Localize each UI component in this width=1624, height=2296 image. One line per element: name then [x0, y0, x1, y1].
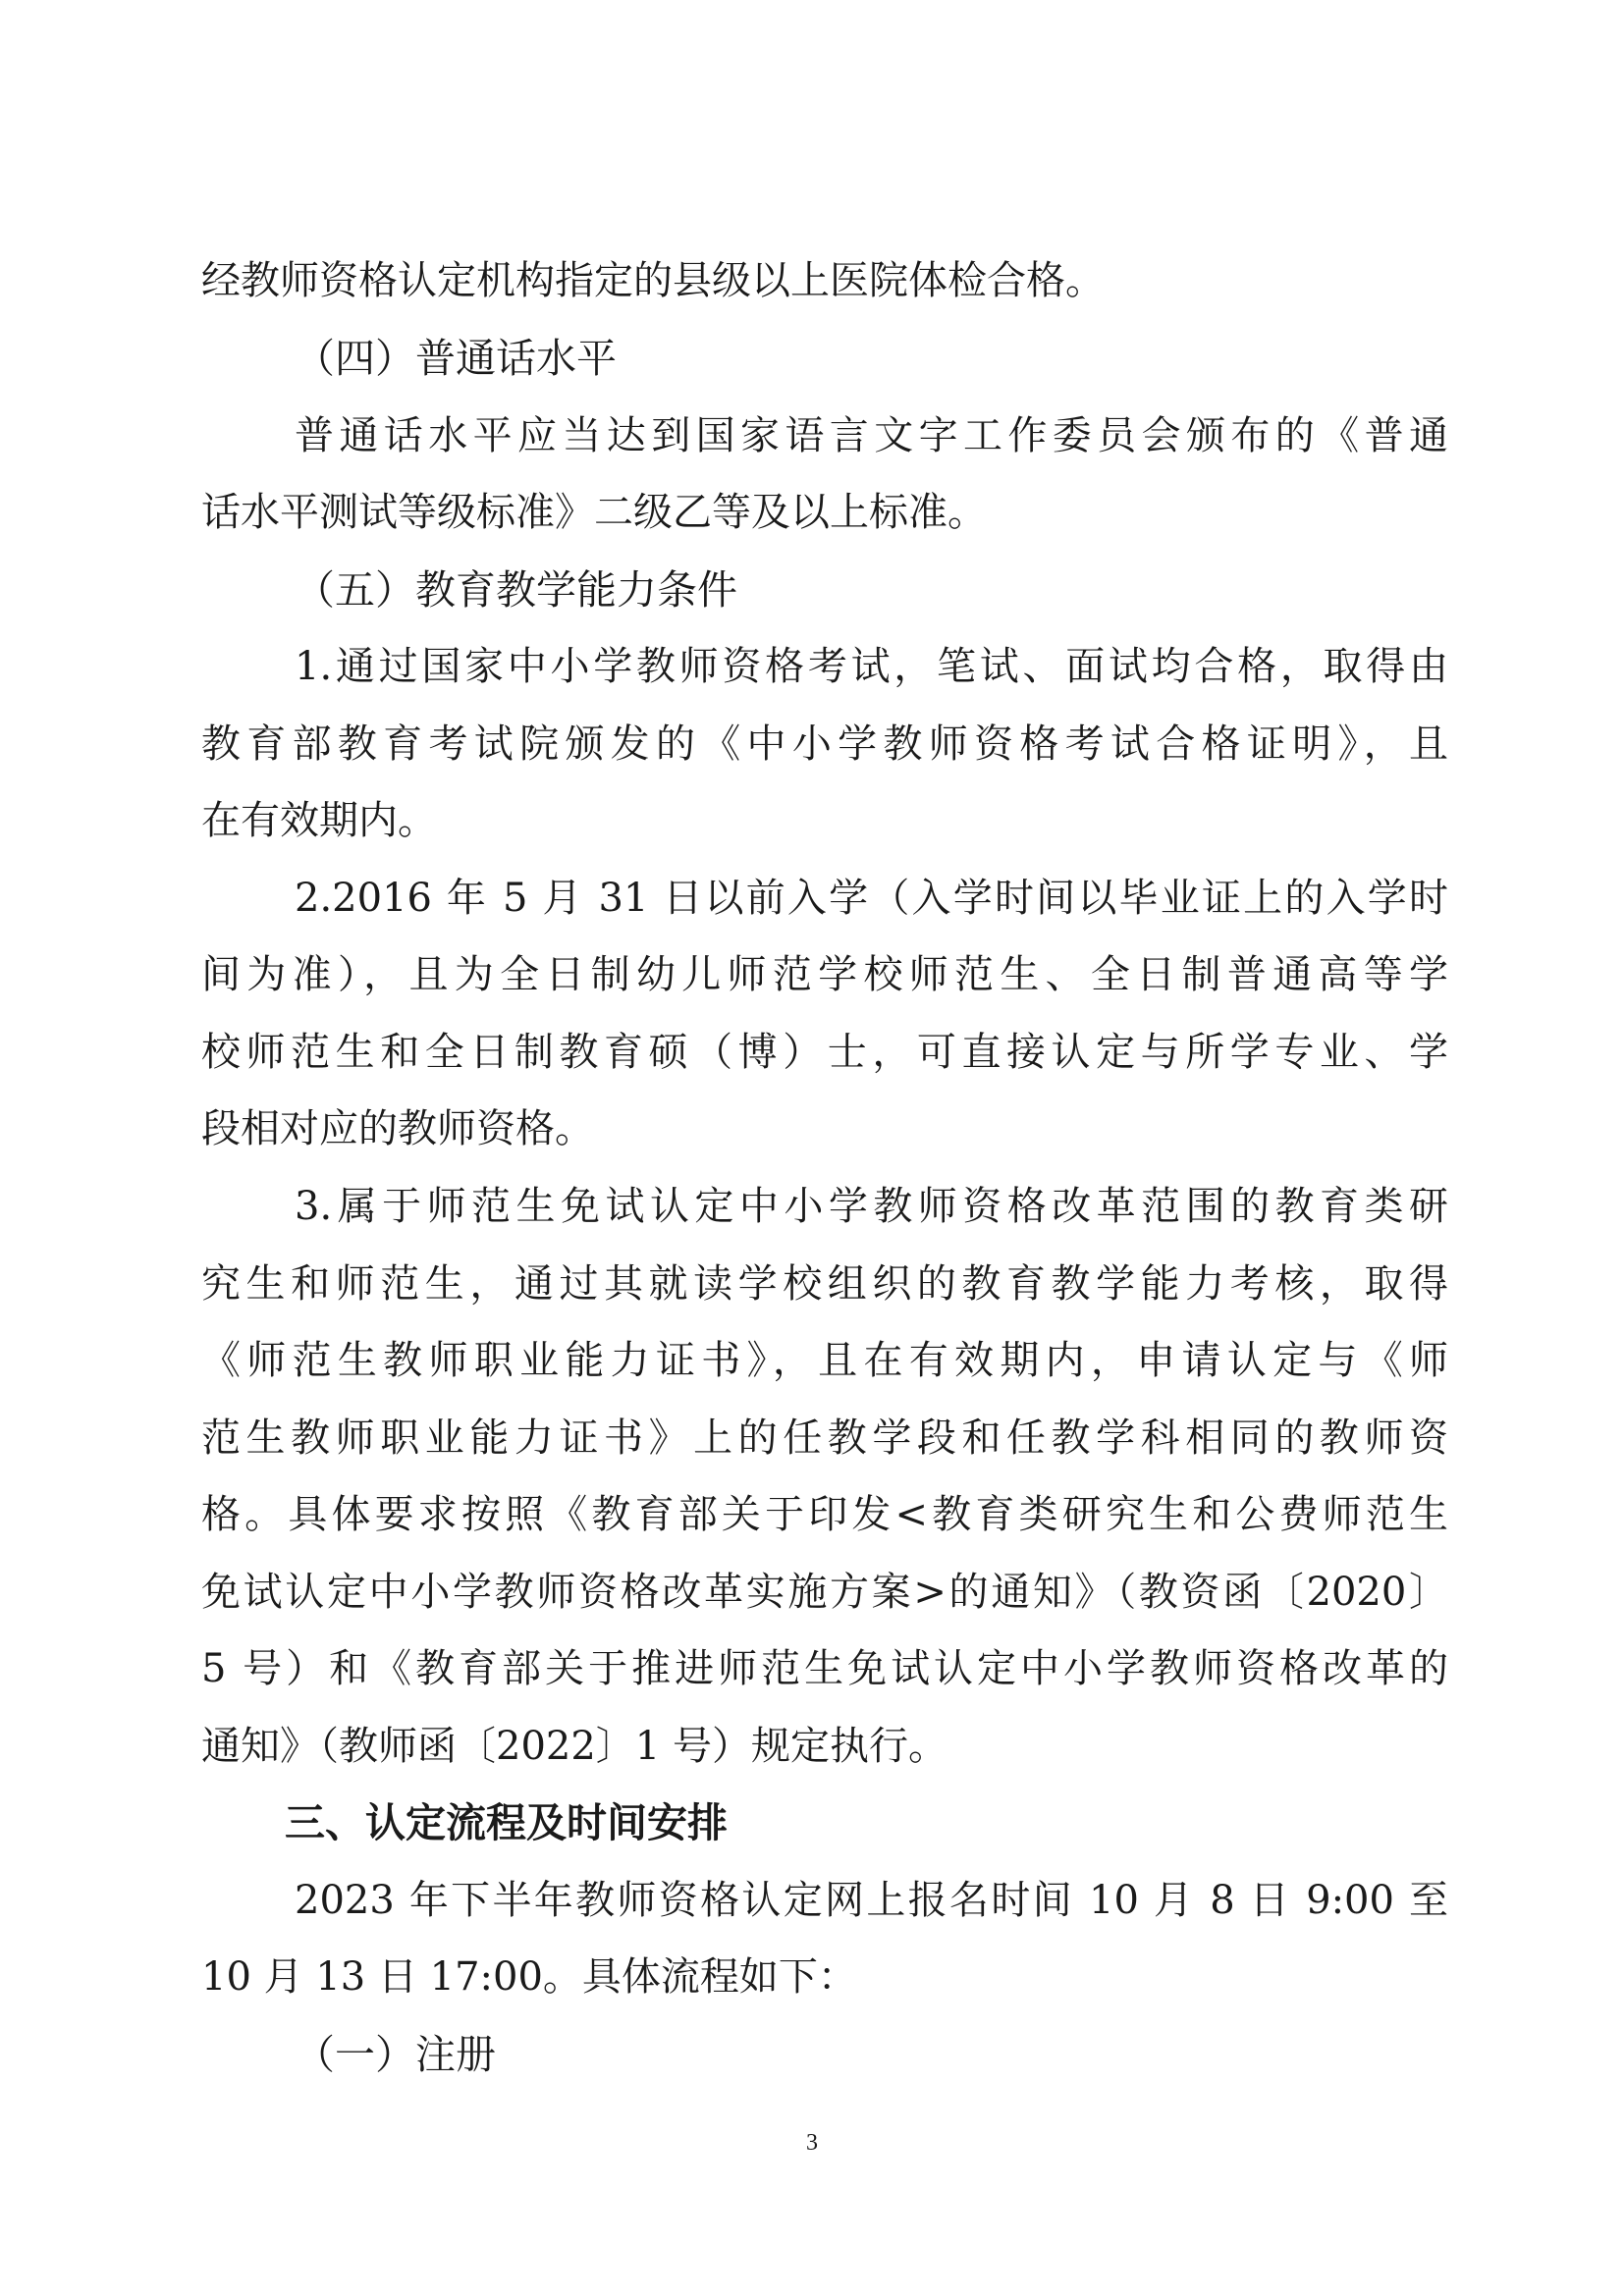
section-heading-process: 三、认定流程及时间安排 [285, 1799, 728, 1846]
paragraph-line: 校师范生和全日制教育硕（博）士，可直接认定与所学专业、学 [201, 1030, 1448, 1075]
section-heading-teaching-ability: （五）教育教学能力条件 [295, 566, 737, 614]
paragraph-line: 经教师资格认定机构指定的县级以上医院体检合格。 [201, 258, 1105, 303]
paragraph-line: 通知》（教师函〔2022〕1 号）规定执行。 [201, 1724, 947, 1769]
paragraph-line: 1.通过国家中小学教师资格考试，笔试、面试均合格，取得由 [295, 644, 1448, 689]
paragraph-line: 话水平测试等级标准》二级乙等及以上标准。 [201, 490, 987, 535]
paragraph-line: 5 号）和《教育部关于推进师范生免试认定中小学教师资格改革的 [201, 1646, 1448, 1691]
paragraph-line: 段相对应的教师资格。 [201, 1106, 594, 1151]
page-number: 3 [806, 2130, 818, 2156]
paragraph-line: 10 月 13 日 17:00。具体流程如下： [201, 1954, 857, 2000]
paragraph-line: 《师范生教师职业能力证书》，且在有效期内，申请认定与《师 [201, 1338, 1448, 1383]
paragraph-line: 免试认定中小学教师资格改革实施方案>的通知》（教资函〔2020〕 [201, 1570, 1448, 1615]
paragraph-line: 间为准），且为全日制幼儿师范学校师范生、全日制普通高等学 [201, 952, 1448, 997]
paragraph-line: 究生和师范生，通过其就读学校组织的教育教学能力考核，取得 [201, 1261, 1448, 1307]
section-heading-register: （一）注册 [295, 2031, 496, 2078]
paragraph-line: 格。具体要求按照《教育部关于印发<教育类研究生和公费师范生 [201, 1492, 1448, 1537]
paragraph-line: 2.2016 年 5 月 31 日以前入学（入学时间以毕业证上的入学时 [295, 876, 1448, 921]
paragraph-line: 范生教师职业能力证书》上的任教学段和任教学科相同的教师资 [201, 1415, 1448, 1461]
paragraph-line: 2023 年下半年教师资格认定网上报名时间 10 月 8 日 9:00 至 [295, 1878, 1448, 1923]
paragraph-line: 教育部教育考试院颁发的《中小学教师资格考试合格证明》，且 [201, 721, 1448, 767]
section-heading-putonghua: （四）普通话水平 [295, 335, 617, 382]
paragraph-line: 3.属于师范生免试认定中小学教师资格改革范围的教育类研 [295, 1184, 1448, 1229]
paragraph-line: 在有效期内。 [201, 798, 437, 843]
paragraph-line: 普通话水平应当达到国家语言文字工作委员会颁布的《普通 [295, 413, 1448, 458]
